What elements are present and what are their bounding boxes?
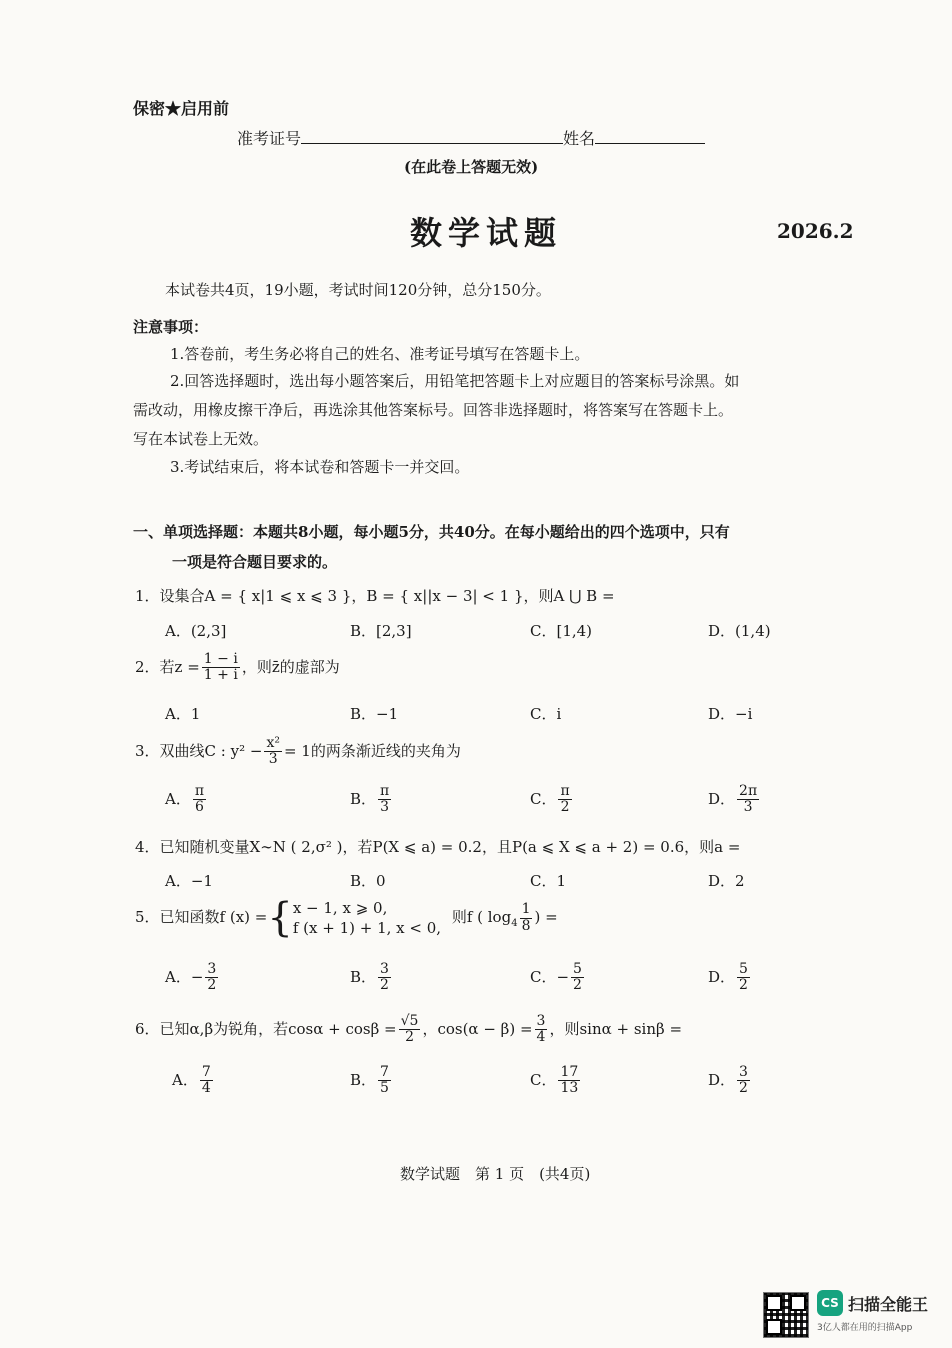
q6-option-d: D． $\frac{3}{2}$ xyxy=(708,1064,748,1097)
invalid-note: (在此卷上答题无效) xyxy=(404,158,539,176)
q5-cases: x − 1, x ⩾ 0, f (x + 1) + 1, x < 0, xyxy=(292,899,442,937)
q2-option-c: C．i xyxy=(530,705,562,723)
q3-option-d: D． $\frac{2\pi}{3}$ xyxy=(708,783,758,816)
notes-item-3: 3.考试结束后，将本试卷和答题卡一并交回。 xyxy=(170,458,470,476)
q1-option-c: C．[1,4) xyxy=(530,622,593,640)
watermark-brand: 扫描全能王 xyxy=(848,1295,929,1314)
q2-fraction: $\frac{1 - i}{1 + i}$ xyxy=(203,651,238,684)
page-footer: 数学试题 第 1 页 (共4页) xyxy=(400,1165,591,1183)
q6-stem: 6．已知α,β为锐角，若cosα + cosβ = $\frac{√5}{2}$ ，cos(α − β) = $\frac{3}{4}$ ，则sinα + sinβ = xyxy=(135,1013,683,1046)
q3-option-a: A． $\frac{\pi}{6}$ xyxy=(165,783,205,816)
q6-option-c: C． $\frac{17}{13}$ xyxy=(530,1064,579,1097)
q1-option-a: A．(2,3] xyxy=(165,622,227,640)
q3-stem: 3．双曲线C : y² − $\frac{\text{x²}}{3}$ = 1的两条渐近线的夹角为 xyxy=(135,735,461,768)
name-label: 姓名 xyxy=(563,129,596,148)
q6-option-b: B． $\frac{7}{5}$ xyxy=(350,1064,389,1097)
q6-option-a: A． $\frac{7}{4}$ xyxy=(172,1064,211,1097)
notes-item-2-line1: 2.回答选择题时，选出每小题答案后，用铅笔把答题卡上对应题目的答案标号涂黑。如 xyxy=(170,372,740,390)
watermark-slogan: 3亿人都在用的扫描App xyxy=(817,1323,913,1333)
confidential-label: 保密★启用前 xyxy=(133,99,230,118)
q4-option-d: D．2 xyxy=(708,872,745,890)
q5-option-b: B． $\frac{3}{2}$ xyxy=(350,961,389,994)
intro-text: 本试卷共4页，19小题，考试时间120分钟，总分150分。 xyxy=(165,281,551,299)
notes-item-2-line2: 需改动，用橡皮擦干净后，再选涂其他答案标号。回答非选择题时，将答案写在答题卡上。 xyxy=(133,401,734,419)
q1-stem: 1．设集合A = { x|1 ⩽ x ⩽ 3 }，B = { x||x − 3| < 1 }，则A ⋃ B = xyxy=(135,587,615,605)
exam-id-blank[interactable] xyxy=(301,127,563,144)
q2-option-a: A．1 xyxy=(165,705,201,723)
q1-option-b: B．[2,3] xyxy=(350,622,412,640)
camscanner-logo-icon: CS xyxy=(817,1290,843,1316)
section1-line1: 一、单项选择题：本题共8小题，每小题5分，共40分。在每小题给出的四个选项中，只有 xyxy=(133,523,730,541)
q2-stem: 2．若z = $\frac{1 - i}{1 + i}$ ，则z̄的虚部为 xyxy=(135,651,340,684)
q5-option-d: D． $\frac{5}{2}$ xyxy=(708,961,748,994)
qr-code-icon xyxy=(763,1292,809,1338)
q3-fraction: $\frac{\text{x²}}{3}$ xyxy=(266,735,280,768)
exam-date: 2026.2 xyxy=(777,219,854,243)
q3-option-b: B． $\frac{\pi}{3}$ xyxy=(350,783,390,816)
q4-option-a: A．−1 xyxy=(165,872,213,890)
q3-option-c: C． $\frac{\pi}{2}$ xyxy=(530,783,570,816)
section1-line2: 一项是符合题目要求的。 xyxy=(172,553,338,571)
q1-option-d: D．(1,4) xyxy=(708,622,771,640)
q4-option-c: C．1 xyxy=(530,872,567,890)
q4-option-b: B．0 xyxy=(350,872,386,890)
q5-option-a: A．− $\frac{3}{2}$ xyxy=(165,961,217,994)
q2-option-b: B．−1 xyxy=(350,705,399,723)
name-blank[interactable] xyxy=(595,127,705,144)
q5-stem: 5．已知函数f (x) ={ x − 1, x ⩾ 0, f (x + 1) + 1, x < 0, 则f ( $\log_4$ $\frac{1}{8}$ ) = xyxy=(135,895,558,941)
q4-stem: 4．已知随机变量X∼N ( 2,σ² )，若P(X ⩽ a) = 0.2，且P(a ⩽ X ⩽ a + 2) = 0.6，则a = xyxy=(135,838,741,856)
q5-brace: { xyxy=(267,895,293,941)
notes-item-2-line3: 写在本试卷上无效。 xyxy=(133,430,269,448)
q5-option-c: C．− $\frac{5}{2}$ xyxy=(530,961,582,994)
page-title: 数学试题 xyxy=(410,214,563,252)
q2-option-d: D．−i xyxy=(708,705,753,723)
notes-item-1: 1.答卷前，考生务必将自己的姓名、准考证号填写在答题卡上。 xyxy=(170,345,590,363)
exam-id-row xyxy=(237,126,705,149)
exam-id-label: 准考证号 xyxy=(237,129,302,148)
notes-heading: 注意事项： xyxy=(133,318,209,336)
